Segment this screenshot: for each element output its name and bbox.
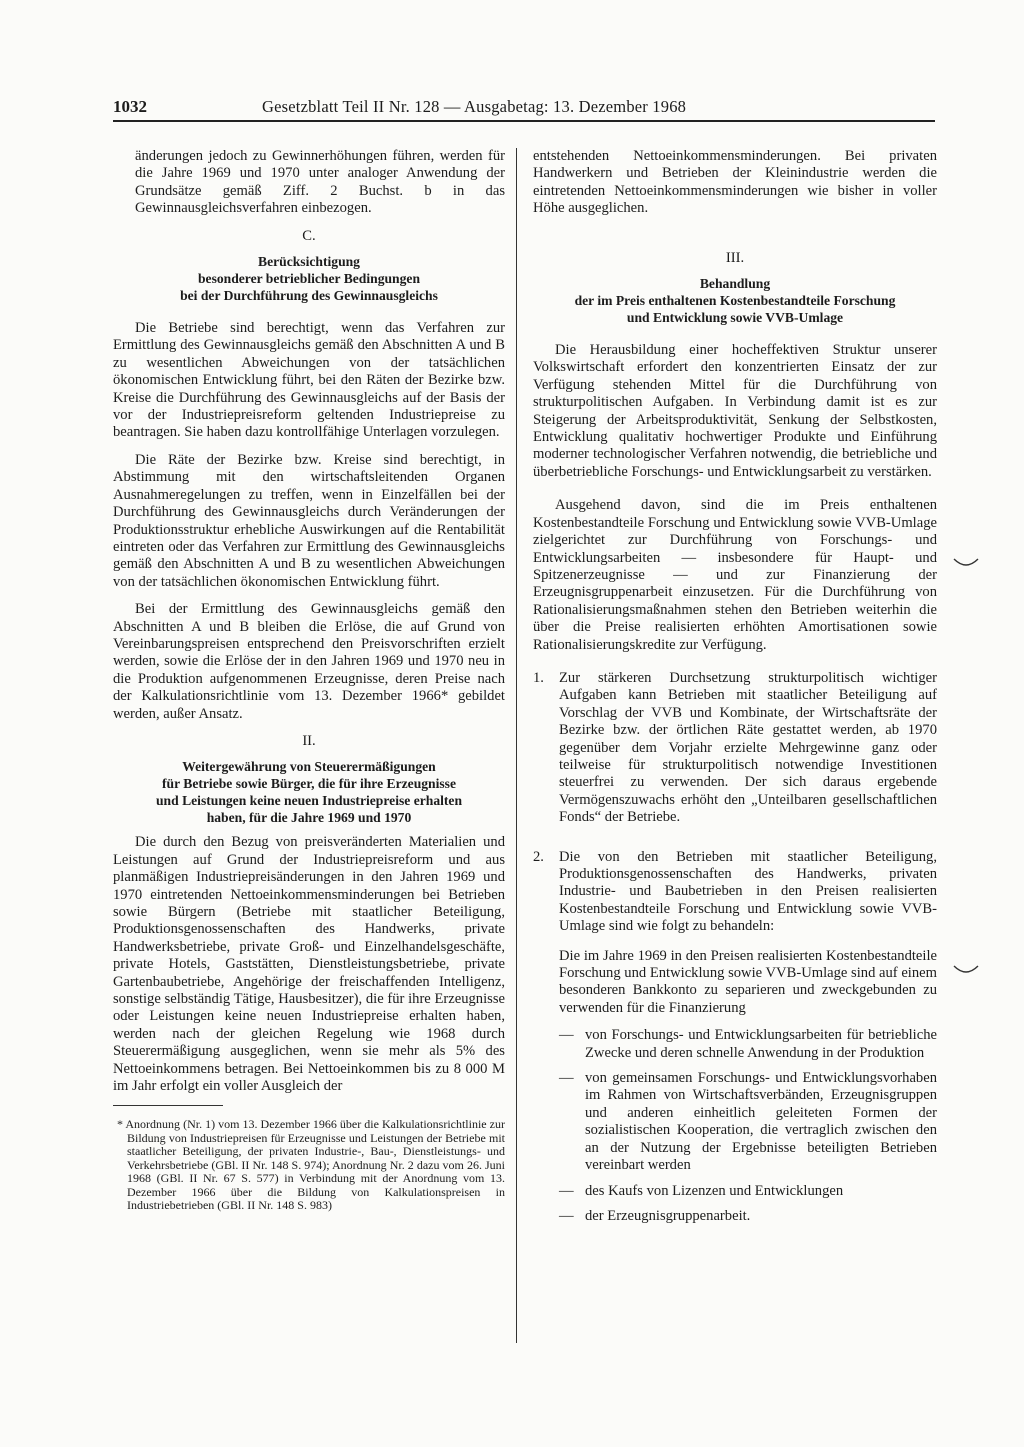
- section-numeral: III.: [725, 249, 745, 266]
- item-number: 1.: [533, 669, 544, 686]
- column-divider: [516, 148, 517, 1343]
- paragraph: Die Betriebe sind berechtigt, wenn das Verfahren zur Ermittlung des Gewinnausgleichs gemäß den Abschnitten A und B zu wesentlichen Abweichungen von der tatsächlichen ökonomischen Entwicklung führt, bei den Räten der Bezirke bzw. Kreise die Durchführung des Gewinnausgleichs auf der Basis der vor der Industriepreisreform geltenden Industriepreise zu beantragen. Sie haben dazu kontrollfähige Unterlagen vorzulegen.: [113, 320, 505, 441]
- paragraph: Ausgehend davon, sind die im Preis enthaltenen Kostenbestandteile Forschung und Entwicklung sowie VVB-Umlage zielgerichtet zur Durchführung von Forschungs- und Entwicklungsarbeiten — insbesondere für Haupt- und Spitzenerzeugnisse — und zur Finanzierung der Erzeugnisgruppenarbeit einzusetzen. Für die Durchführung von Rationalisierungsmaßnahmen stehen den Betrieben weiterhin die über die Preise realisierten erhöhten Amortisationen sowie Rationalisierungskredite zur Verfügung.: [533, 497, 937, 653]
- paragraph: Die Räte der Bezirke bzw. Kreise sind berechtigt, in Abstimmung mit den wirtschaftsleitenden Organen Ausnahmeregelungen zu treffen, wenn in Einzelfällen bei der Durchführung des Gewinnausgleichs durch Veränderungen der Produktionsstruktur erhebliche Auswirkungen auf die Rentabilität eintreten oder das Verfahren zur Ermittlung des Gewinnausgleichs gemäß den Abschnitten A und B zu wesentlichen Abweichungen von der tatsächlichen ökonomischen Entwicklung führt.: [113, 451, 505, 590]
- dash-text: von gemeinsamen Forschungs- und Entwicklungsvorhaben im Rahmen von Wirtschaftsverbänden, Erzeugnisgruppen und anderen einheitlich geleiteten Formen der sozialistischen Kooperation, die vertraglich zwischen den an der Nutzung der Ergebnisse beteiligten Betrieben vereinbart werden: [585, 1070, 937, 1174]
- paragraph: entstehenden Nettoeinkommensminderungen. Bei privaten Handwerkern und Betrieben der Kleinindustrie werden die eintretenden Nettoeinkommensminderungen wie bisher in voller Höhe ausgeglichen.: [533, 148, 937, 217]
- margin-mark-icon: [952, 962, 980, 978]
- section-heading-line: Berücksichtigung: [258, 254, 360, 270]
- paragraph: Die durch den Bezug von preisveränderten Materialien und Leistungen auf Grund der Industriepreisreform und aus planmäßigen Industriepreisänderungen in den Jahren 1969 und 1970 eintretenden Nettoeinkommensminderungen bei Betrieben sowie Bürgern (Betriebe mit staatlicher Beteiligung, Produktionsgenossenschaften des Handwerks, private Handwerksbetriebe, private Groß- und Einzelhandelsgeschäfte, private Hotels, Gaststätten, Dienstleistungsbetriebe, private Gartenbaubetriebe, Angehörige der freischaffenden Intelligenz, sonstige selbständig Tätige, Hausbesitzer), die für ihre Erzeugnisse oder Leistungen keine neuen Industriepreise erhalten haben, werden nach der gleichen Regelung wie 1968 durch Steuerermäßigung ausgeglichen, wenn sie mehr als 5% des Nettoeinkommens betragen. Bei Nettoeinkommen bis zu 8 000 M im Jahr erfolgt ein voller Ausgleich der: [113, 834, 505, 1095]
- paragraph: Bei der Ermittlung des Gewinnausgleichs gemäß den Abschnitten A und B bleiben die Erlöse, die auf Grund von Vereinbarungspreisen entsprechend den Preisvorschriften erzielt werden, sowie die Erlöse der in den Jahren 1969 und 1970 neu in die Produktion aufgenommenen Erzeugnisse, deren Preise nach der Kalkulationsrichtlinie vom 13. Dezember 1966* gebildet werden, außer Ansatz.: [113, 601, 505, 722]
- dash-marker: —: [559, 1027, 574, 1044]
- sub-paragraph: Die im Jahre 1969 in den Preisen realisierten Kostenbestandteile Forschung und Entwicklung sowie VVB-Umlage sind auf einem besonderen Bankkonto zu separieren und zweckgebunden zu verwenden für die Finanzierung: [559, 947, 937, 1016]
- page-header: [113, 97, 935, 125]
- section-heading: [533, 275, 937, 326]
- section-heading-line: Behandlung: [699, 276, 771, 292]
- dash-item: [559, 1027, 937, 1062]
- page-number: 1032: [113, 97, 147, 116]
- paragraph: änderungen jedoch zu Gewinnerhöhungen führen, werden für die Jahre 1969 und 1970 unter analoger Anwendung der Grundsätze gemäß Ziff. 2 Buchst. b in das Gewinnausgleichsverfahren einbezogen.: [135, 148, 505, 217]
- section-heading-line: für Betriebe sowie Bürger, die für ihre Erzeugnisse: [162, 776, 456, 792]
- dash-item: [559, 1183, 937, 1200]
- section-heading-line: besonderer betrieblicher Bedingungen: [197, 271, 421, 287]
- dash-text: des Kaufs von Lizenzen und Entwicklungen: [585, 1182, 844, 1199]
- dash-item: [559, 1208, 937, 1225]
- item-text: Zur stärkeren Durchsetzung strukturpolitisch wichtiger Aufgaben kann Betrieben mit staatlicher Beteiligung auf Vorschlag der VVB und Kombinate, der Wirtschaftsräte der Bezirke bzw. der örtlichen Räte gestattet werden, ab 1970 gegenüber dem Vorjahr erzielte Mehrgewinne ganz oder teilweise für strukturpolitisch notwendige Investitionen steuerfrei zu verwenden. Der sich daraus ergebende Vermögenszuwachs erhöht den „Unteilbaren gesellschaftlichen Fonds“ der Betriebe.: [559, 669, 937, 826]
- footnote: * Anordnung (Nr. 1) vom 13. Dezember 1966 über die Kalkulationsrichtlinie zur Bildung von Industriepreisen für Erzeugnisse und Leistungen der Betriebe mit staatlicher Beteiligung, der privaten Industrie-, Bau-, Dienstleistungs- und Verkehrsbetriebe (GBl. II Nr. 148 S. 974); Anordnung Nr. 2 dazu vom 26. Juni 1968 (GBl. II Nr. 67 S. 577) in Verbindung mit der Anordnung vom 13. Dezember 1966 über die Bildung von Kalkulationspreisen in Industriebetrieben (GBl. II Nr. 148 S. 983): [117, 1117, 505, 1212]
- footnote-rule: [113, 1105, 223, 1106]
- right-column: [533, 148, 937, 1233]
- section-letter: C.: [302, 227, 316, 244]
- paragraph: Die Herausbildung einer hocheffektiven Struktur unserer Volkswirtschaft erfordert den konzentrierten Einsatz der zur Verfügung stehenden Mittel für die Durchführung von strukturpolitischen Aufgaben. In Verbindung damit ist es zur Steigerung der Arbeitsproduktivität, Senkung der Selbstkosten, Entwicklung qualitativ hochwertiger Produkte und Einführung moderner technologischer Verfahren notwendig, die betriebliche und überbetriebliche Forschungs- und Entwicklungsarbeit zu verstärken.: [533, 342, 937, 480]
- section-heading-line: der im Preis enthaltenen Kostenbestandteile Forschung: [574, 293, 896, 309]
- section-heading-line: bei der Durchführung des Gewinnausgleichs: [180, 288, 438, 304]
- section-heading-line: und Entwicklung sowie VVB-Umlage: [626, 310, 844, 326]
- left-column: [113, 148, 505, 1212]
- margin-mark-icon: [952, 555, 980, 571]
- item-text: Die von den Betrieben mit staatlicher Beteiligung, Produktionsgenossenschaften des Handwerks, privaten Industrie- und Baubetrieben in den Preisen realisierten Kostenbestandteile Forschung und Entwicklung sowie VVB-Umlage sind wie folgt zu behandeln:: [559, 848, 937, 935]
- numbered-item: [533, 670, 937, 827]
- dash-item: [559, 1070, 937, 1174]
- dash-marker: —: [559, 1070, 574, 1087]
- gazette-title: Gesetzblatt Teil II Nr. 128 — Ausgabetag: 13. Dezember 1968: [262, 97, 687, 116]
- section-heading: [113, 253, 505, 304]
- header-rule: [113, 120, 935, 122]
- section-heading-line: haben, für die Jahre 1969 und 1970: [206, 810, 412, 826]
- dash-text: der Erzeugnisgruppenarbeit.: [585, 1207, 751, 1224]
- numbered-item: [533, 849, 937, 936]
- section-heading: [113, 758, 505, 826]
- section-heading-line: und Leistungen keine neuen Industriepreise erhalten: [155, 793, 463, 809]
- section-heading-line: Weitergewährung von Steuerermäßigungen: [182, 759, 436, 775]
- item-number: 2.: [533, 848, 544, 865]
- section-numeral: II.: [302, 732, 316, 749]
- dash-marker: —: [559, 1207, 574, 1224]
- dash-marker: —: [559, 1182, 574, 1199]
- dash-text: von Forschungs- und Entwicklungsarbeiten für betriebliche Zwecke und deren schnelle Anwendung in der Produktion: [585, 1027, 937, 1061]
